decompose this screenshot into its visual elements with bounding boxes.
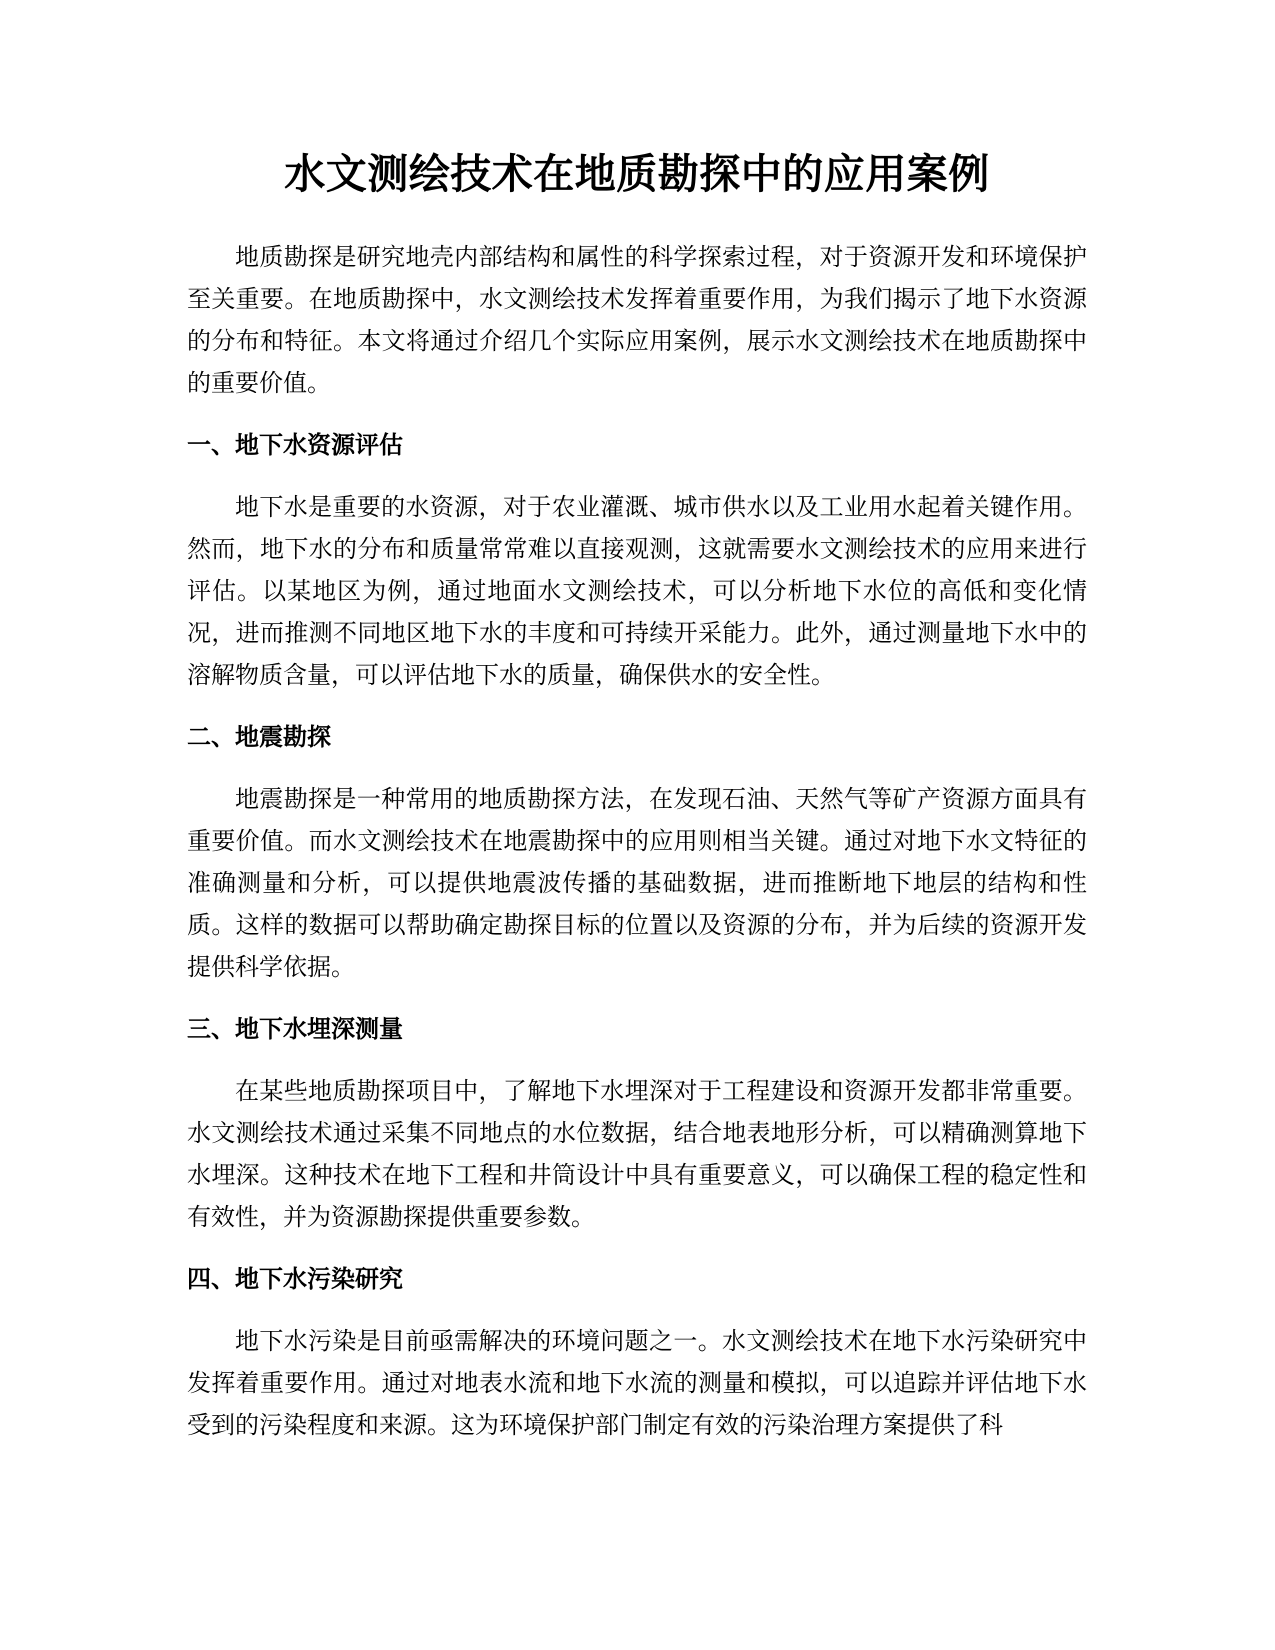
section-heading-groundwater-assessment: 一、地下水资源评估 <box>187 431 403 460</box>
section-heading-groundwater-depth: 三、地下水埋深测量 <box>187 1015 403 1044</box>
section-heading-groundwater-pollution: 四、地下水污染研究 <box>187 1265 403 1294</box>
section-body-seismic-exploration: 地震勘探是一种常用的地质勘探方法，在发现石油、天然气等矿产资源方面具有重要价值。而水文测绘技术在地震勘探中的应用则相当关键。通过对地下水文特征的准确测量和分析，可以提供地震波传播的基础数据，进而推断地下地层的结构和性质。这样的数据可以帮助确定勘探目标的位置以及资源的分布，并为后续的资源开发提供科学依据。 <box>187 785 1087 982</box>
section-body-groundwater-depth: 在某些地质勘探项目中，了解地下水埋深对于工程建设和资源开发都非常重要。水文测绘技术通过采集不同地点的水位数据，结合地表地形分析，可以精确测算地下水埋深。这种技术在地下工程和井筒设计中具有重要意义，可以确保工程的稳定性和有效性，并为资源勘探提供重要参数。 <box>187 1077 1087 1232</box>
section-body-groundwater-pollution: 地下水污染是目前亟需解决的环境问题之一。水文测绘技术在地下水污染研究中发挥着重要作用。通过对地表水流和地下水流的测量和模拟，可以追踪并评估地下水受到的污染程度和来源。这为环境保护部门制定有效的污染治理方案提供了科 <box>187 1327 1087 1440</box>
section-body-groundwater-assessment: 地下水是重要的水资源，对于农业灌溉、城市供水以及工业用水起着关键作用。然而，地下水的分布和质量常常难以直接观测，这就需要水文测绘技术的应用来进行评估。以某地区为例，通过地面水文测绘技术，可以分析地下水位的高低和变化情况，进而推测不同地区地下水的丰度和可持续开采能力。此外，通过测量地下水中的溶解物质含量，可以评估地下水的质量，确保供水的安全性。 <box>187 493 1087 690</box>
intro-paragraph: 地质勘探是研究地壳内部结构和属性的科学探索过程，对于资源开发和环境保护至关重要。在地质勘探中，水文测绘技术发挥着重要作用，为我们揭示了地下水资源的分布和特征。本文将通过介绍几个实际应用案例，展示水文测绘技术在地质勘探中的重要价值。 <box>187 243 1087 398</box>
document-page <box>187 150 1087 1446</box>
document-title: 水文测绘技术在地质勘探中的应用案例 <box>284 150 990 198</box>
section-heading-seismic-exploration: 二、地震勘探 <box>187 723 331 752</box>
